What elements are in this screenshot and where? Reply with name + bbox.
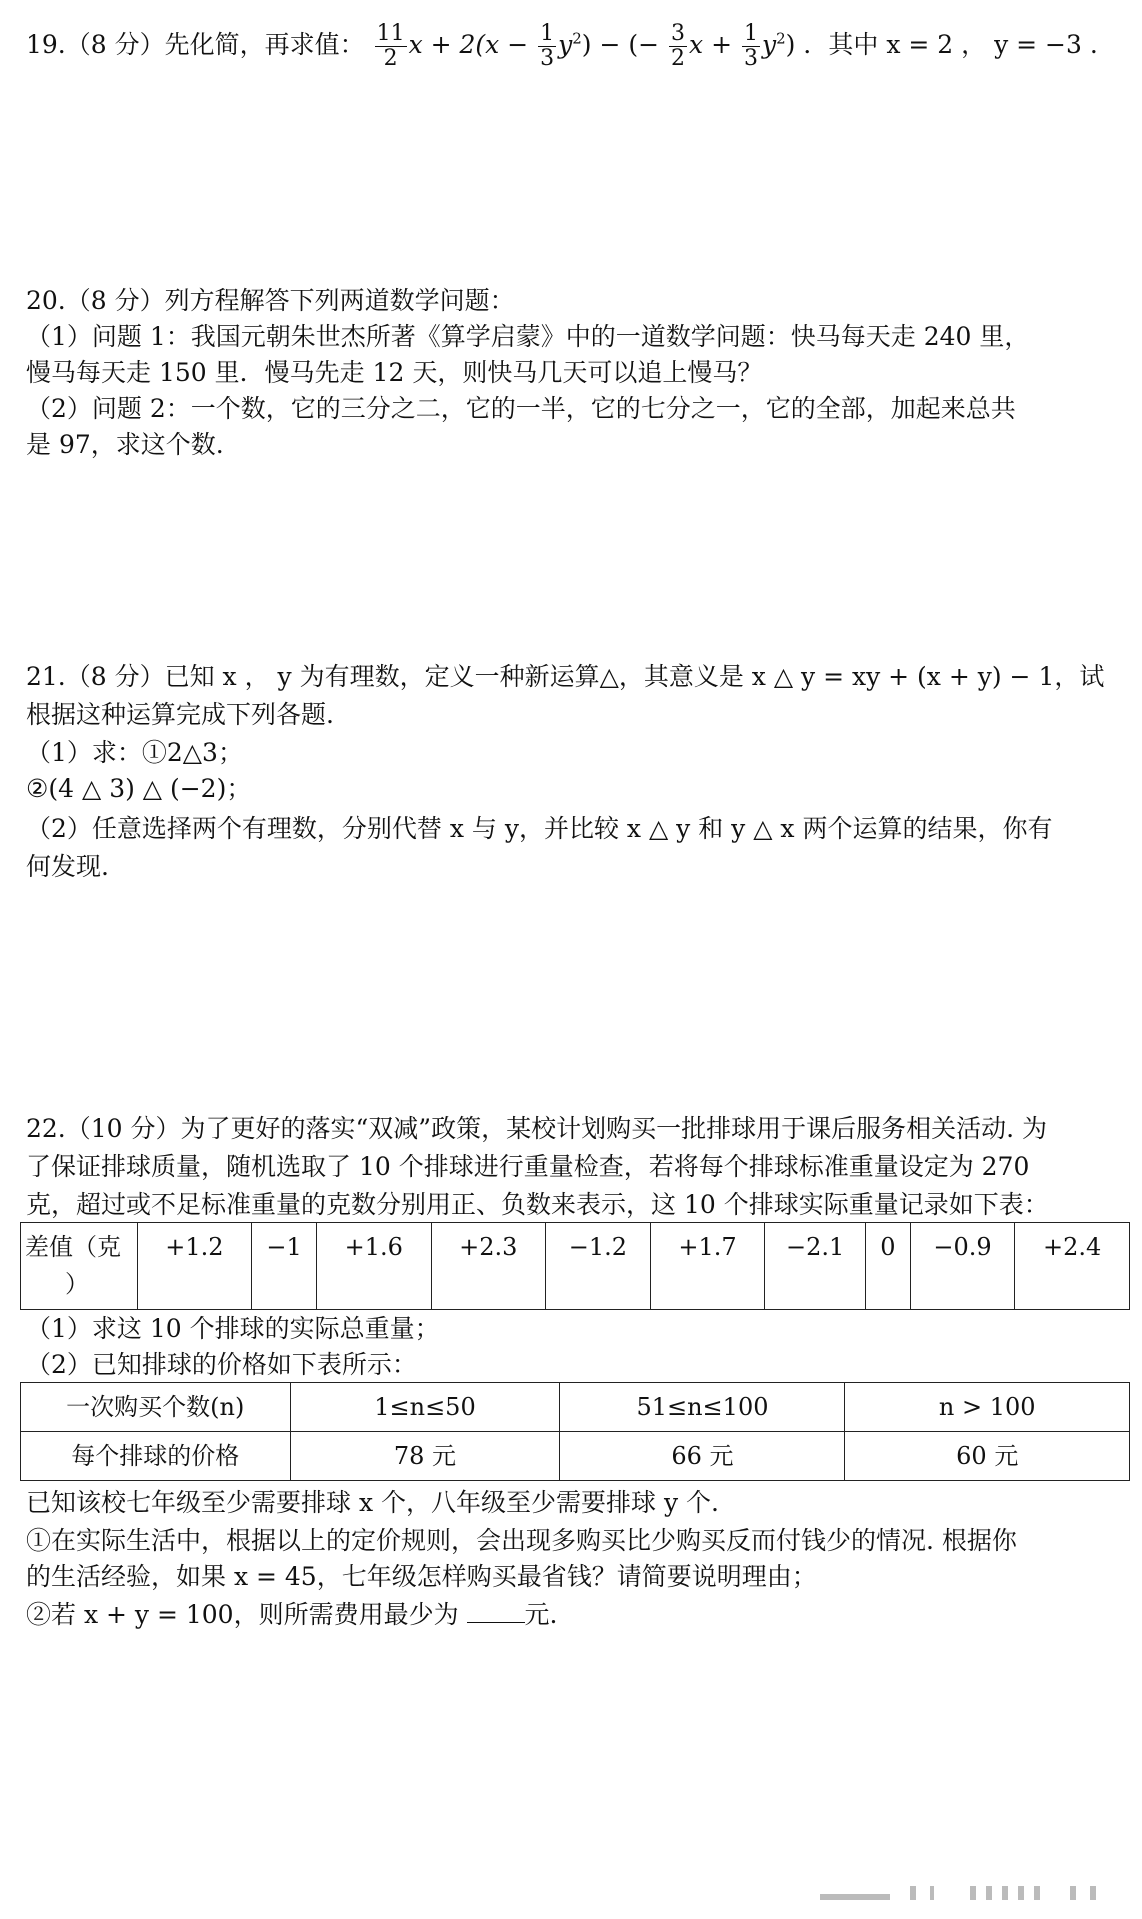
q22-line5: ①在实际生活中，根据以上的定价规则，会出现多购买比少购买反而付钱少的情况. 根据你 [26, 1526, 1017, 1555]
expr-part: x + [689, 30, 733, 59]
q22-line3: 克，超过或不足标准重量的克数分别用正、负数来表示，这 10 个排球实际重量记录如下表： [26, 1190, 1049, 1219]
q21-line4: ②(4 △ 3) △ (−2)； [26, 774, 252, 803]
q19-line [26, 22, 1098, 71]
table-cell: +1.7 [650, 1223, 765, 1310]
q22-line7-text: ②若 x + y = 100，则所需费用最少为 [26, 1600, 459, 1629]
table-cell: −1 [252, 1223, 317, 1310]
q21-line2: 根据这种运算完成下列各题. [26, 700, 334, 729]
q22-line1: 22.（10 分）为了更好的落实“双减”政策，某校计划购买一批排球用于课后服务相关活动. 为 [26, 1114, 1047, 1143]
q22-line4: 已知该校七年级至少需要排球 x 个，八年级至少需要排球 y 个. [26, 1488, 719, 1517]
table-cell: 1≤n≤50 [290, 1383, 560, 1432]
table-header-cell [21, 1223, 138, 1310]
q21-line5: （2）任意选择两个有理数，分别代替 x 与 y，并比较 x △ y 和 y △ x 两个运算的结果，你有 [26, 814, 1053, 843]
table-cell: +1.2 [137, 1223, 252, 1310]
table-cell: +2.4 [1015, 1223, 1130, 1310]
q20-p1-line1: （1）问题 1：我国元朝朱世杰所著《算学启蒙》中的一道数学问题：快马每天走 240 里， [26, 322, 1030, 351]
fraction: $\frac{11}{2}$ [376, 21, 405, 71]
weight-difference-table [20, 1222, 1130, 1310]
table-cell: −2.1 [765, 1223, 866, 1310]
expr-part: y [558, 30, 573, 59]
q22-line7-unit: 元. [524, 1600, 558, 1629]
bottom-watermark-bar [820, 1886, 1120, 1904]
exponent: 2 [776, 29, 786, 48]
expr-part: y [762, 30, 777, 59]
expr-part: x + 2(x − [408, 30, 529, 59]
table-cell: −1.2 [546, 1223, 651, 1310]
q20-p2-line1: （2）问题 2：一个数，它的三分之二，它的一半，它的七分之一，它的全部，加起来总共 [26, 394, 1016, 423]
q22-sub1: （1）求这 10 个排球的实际总重量； [26, 1314, 440, 1343]
table-cell: 51≤n≤100 [560, 1383, 845, 1432]
table-cell: +2.3 [431, 1223, 546, 1310]
q22-line2: 了保证排球质量，随机选取了 10 个排球进行重量检查，若将每个排球标准重量设定为 270 [26, 1152, 1030, 1181]
fraction: $\frac{1}{3}$ [540, 21, 555, 71]
table-cell: 每个排球的价格 [21, 1432, 291, 1481]
table-cell: 60 元 [845, 1432, 1130, 1481]
q20-p1-line2: 慢马每天走 150 里．慢马先走 12 天，则快马几天可以追上慢马？ [26, 358, 763, 387]
q19-head: 19.（8 分）先化简，再求值： [26, 30, 365, 59]
expr-part: ) − (− [581, 30, 660, 59]
fraction: $\frac{1}{3}$ [744, 21, 758, 71]
q21-line1: 21.（8 分）已知 x ， y 为有理数，定义一种新运算△，其意义是 x △ y = xy + (x + y) − 1，试 [26, 662, 1105, 691]
table-row [21, 1432, 1130, 1481]
answer-blank [467, 1600, 525, 1623]
table-row [21, 1383, 1130, 1432]
table-cell: −0.9 [910, 1223, 1015, 1310]
price-table [20, 1382, 1130, 1481]
table-cell: 78 元 [290, 1432, 560, 1481]
q22-line7 [26, 1596, 557, 1633]
q20-head: 20.（8 分）列方程解答下列两道数学问题： [26, 286, 515, 315]
q22-sub2: （2）已知排球的价格如下表所示： [26, 1350, 417, 1379]
table-cell: 0 [865, 1223, 910, 1310]
q20-p2-line2: 是 97，求这个数. [26, 430, 224, 459]
header-text: 差值（克 [25, 1233, 121, 1261]
fraction: $\frac{3}{2}$ [671, 21, 686, 71]
exponent: 2 [572, 29, 582, 48]
q21-line3: （1）求：①2△3； [26, 738, 243, 767]
q22-line6: 的生活经验，如果 x = 45，七年级怎样购买最省钱？请简要说明理由； [26, 1562, 817, 1591]
expr-part: ) [785, 30, 796, 59]
table-cell: 66 元 [560, 1432, 845, 1481]
table-cell: n > 100 [845, 1383, 1130, 1432]
table-cell: 一次购买个数(n) [21, 1383, 291, 1432]
q21-line6: 何发现. [26, 852, 109, 881]
q19-tail: ．其中 x = 2 ， y = −3 . [803, 30, 1098, 59]
header-text: ） [65, 1270, 89, 1298]
table-cell: +1.6 [316, 1223, 431, 1310]
table-row [21, 1223, 1130, 1310]
